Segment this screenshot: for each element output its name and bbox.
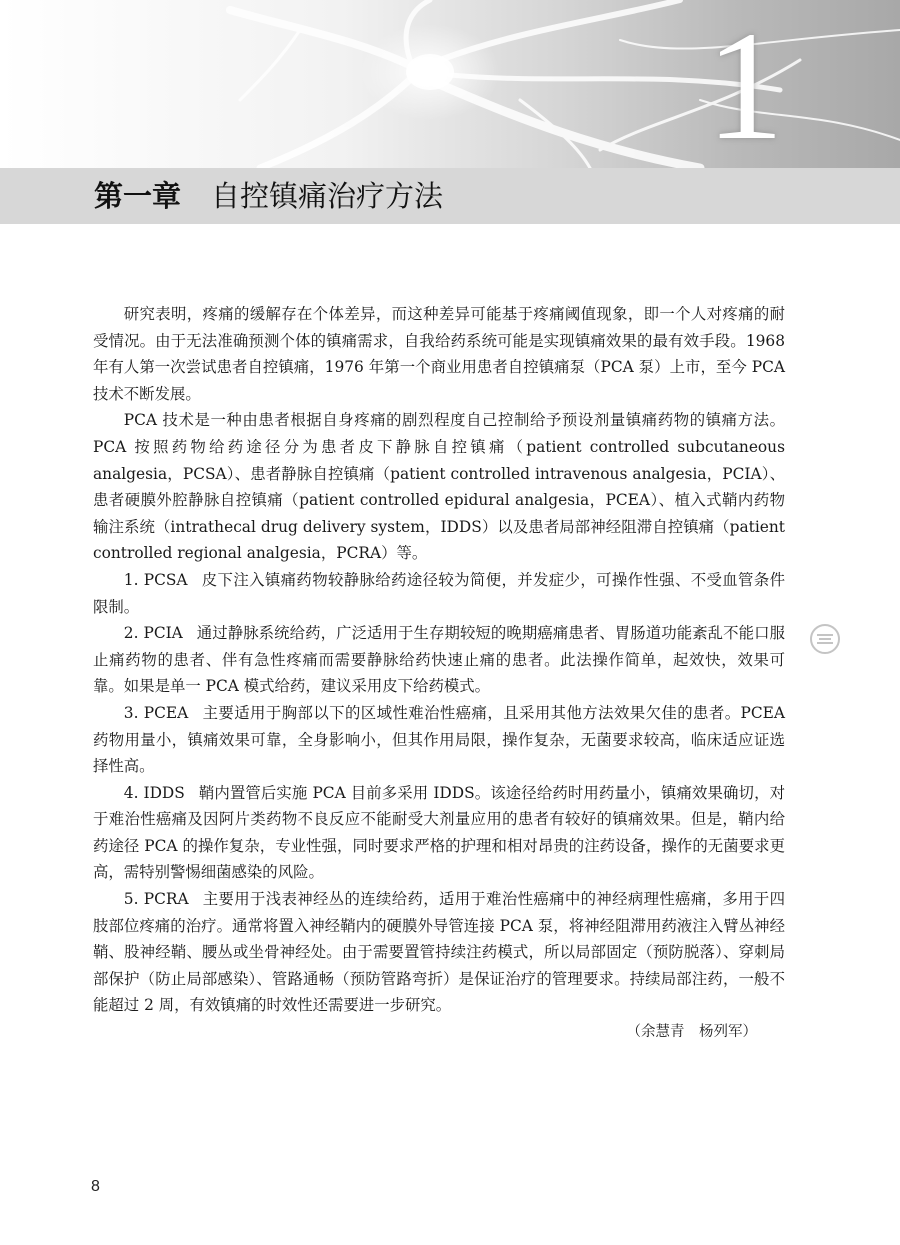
chapter-banner <box>0 0 900 168</box>
chapter-number: 1 <box>706 0 784 168</box>
chapter-title-bar <box>0 168 900 224</box>
method-item <box>93 620 785 700</box>
method-heading: 1. PCSA <box>123 570 188 589</box>
authors: （余慧青 杨列军） <box>626 1024 757 1041</box>
method-text: 通过静脉系统给药，广泛适用于生存期较短的晚期癌痛患者、胃肠道功能紊乱不能口服止痛药物的患者、伴有急性疼痛而需要静脉给药快速止痛的患者。此法操作简单，起效快，效果可靠。如果是单一 PCA 模式给药，建议采用皮下给药模式。 <box>93 624 785 696</box>
method-text: 皮下注入镇痛药物较静脉给药途径较为简便，并发症少，可操作性强、不受血管条件限制。 <box>93 570 785 616</box>
chapter-title: 自控镇痛治疗方法 <box>211 179 444 213</box>
definition-paragraph: PCA 技术是一种由患者根据自身疼痛的剧烈程度自己控制给予预设剂量镇痛药物的镇痛方法。PCA 按照药物给药途径分为患者皮下静脉自控镇痛（patient controlled subcutaneous analgesia，PCSA）、患者静脉自控镇痛（patient controlled intravenous analgesia，PCIA）、患者硬膜外腔静脉自控镇痛（patient controlled epidural analgesia，PCEA）、植入式鞘内药物输注系统（intrathecal drug delivery system，IDDS）以及患者局部神经阻滞自控镇痛（patient controlled regional analgesia，PCRA）等。 <box>93 411 785 563</box>
method-text: 鞘内置管后实施 PCA 目前多采用 IDDS。该途径给药时用药量小，镇痛效果确切，对于难治性癌痛及因阿片类药物不良反应不能耐受大剂量应用的患者有较好的镇痛效果。但是，鞘内给药途径 PCA 的操作复杂，专业性强，同时要求严格的护理和相对昂贵的注药设备，操作的无菌要求更高，需特别警惕细菌感染的风险。 <box>93 783 785 882</box>
method-item <box>93 567 785 620</box>
method-heading: 3. PCEA <box>123 703 189 722</box>
method-heading: 2. PCIA <box>123 624 183 643</box>
chapter-heading <box>94 178 443 214</box>
intro-paragraph: 研究表明，疼痛的缓解存在个体差异，而这种差异可能基于疼痛阈值现象，即一个人对疼痛的耐受情况。由于无法准确预测个体的镇痛需求，自我给药系统可能是实现镇痛效果的最有效手段。1968 年有人第一次尝试患者自控镇痛，1976 年第一个商业用患者自控镇痛泵（PCA 泵）上市，至今 PCA 技术不断发展。 <box>93 305 785 403</box>
chapter-body <box>93 301 785 1046</box>
method-heading: 4. IDDS <box>123 783 185 802</box>
method-text: 主要用于浅表神经丛的连续给药，适用于难治性癌痛中的神经病理性癌痛，多用于四肢部位疼痛的治疗。通常将置入神经鞘内的硬膜外导管连接 PCA 泵，将神经阻滞用药液注入臂丛神经鞘、股神经鞘、腰丛或坐骨神经处。由于需要置管持续注药模式，所以局部固定（预防脱落）、穿刺局部保护（防止局部感染）、管路通畅（预防管路弯折）是保证治疗的管理要求。持续局部注药，一般不能超过 2 周，有效镇痛的时效性还需要进一步研究。 <box>93 890 785 1015</box>
publisher-emblem-icon <box>809 623 841 655</box>
method-item <box>93 886 785 1019</box>
chapter-label: 第一章 <box>94 179 182 213</box>
page-number: 8 <box>91 1178 100 1195</box>
method-item <box>93 700 785 780</box>
method-item <box>93 780 785 886</box>
method-text: 主要适用于胸部以下的区域性难治性癌痛，且采用其他方法效果欠佳的患者。PCEA 药物用量小，镇痛效果可靠，全身影响小，但其作用局限，操作复杂，无菌要求较高，临床适应证选择性高。 <box>93 703 786 776</box>
method-heading: 5. PCRA <box>123 890 189 909</box>
